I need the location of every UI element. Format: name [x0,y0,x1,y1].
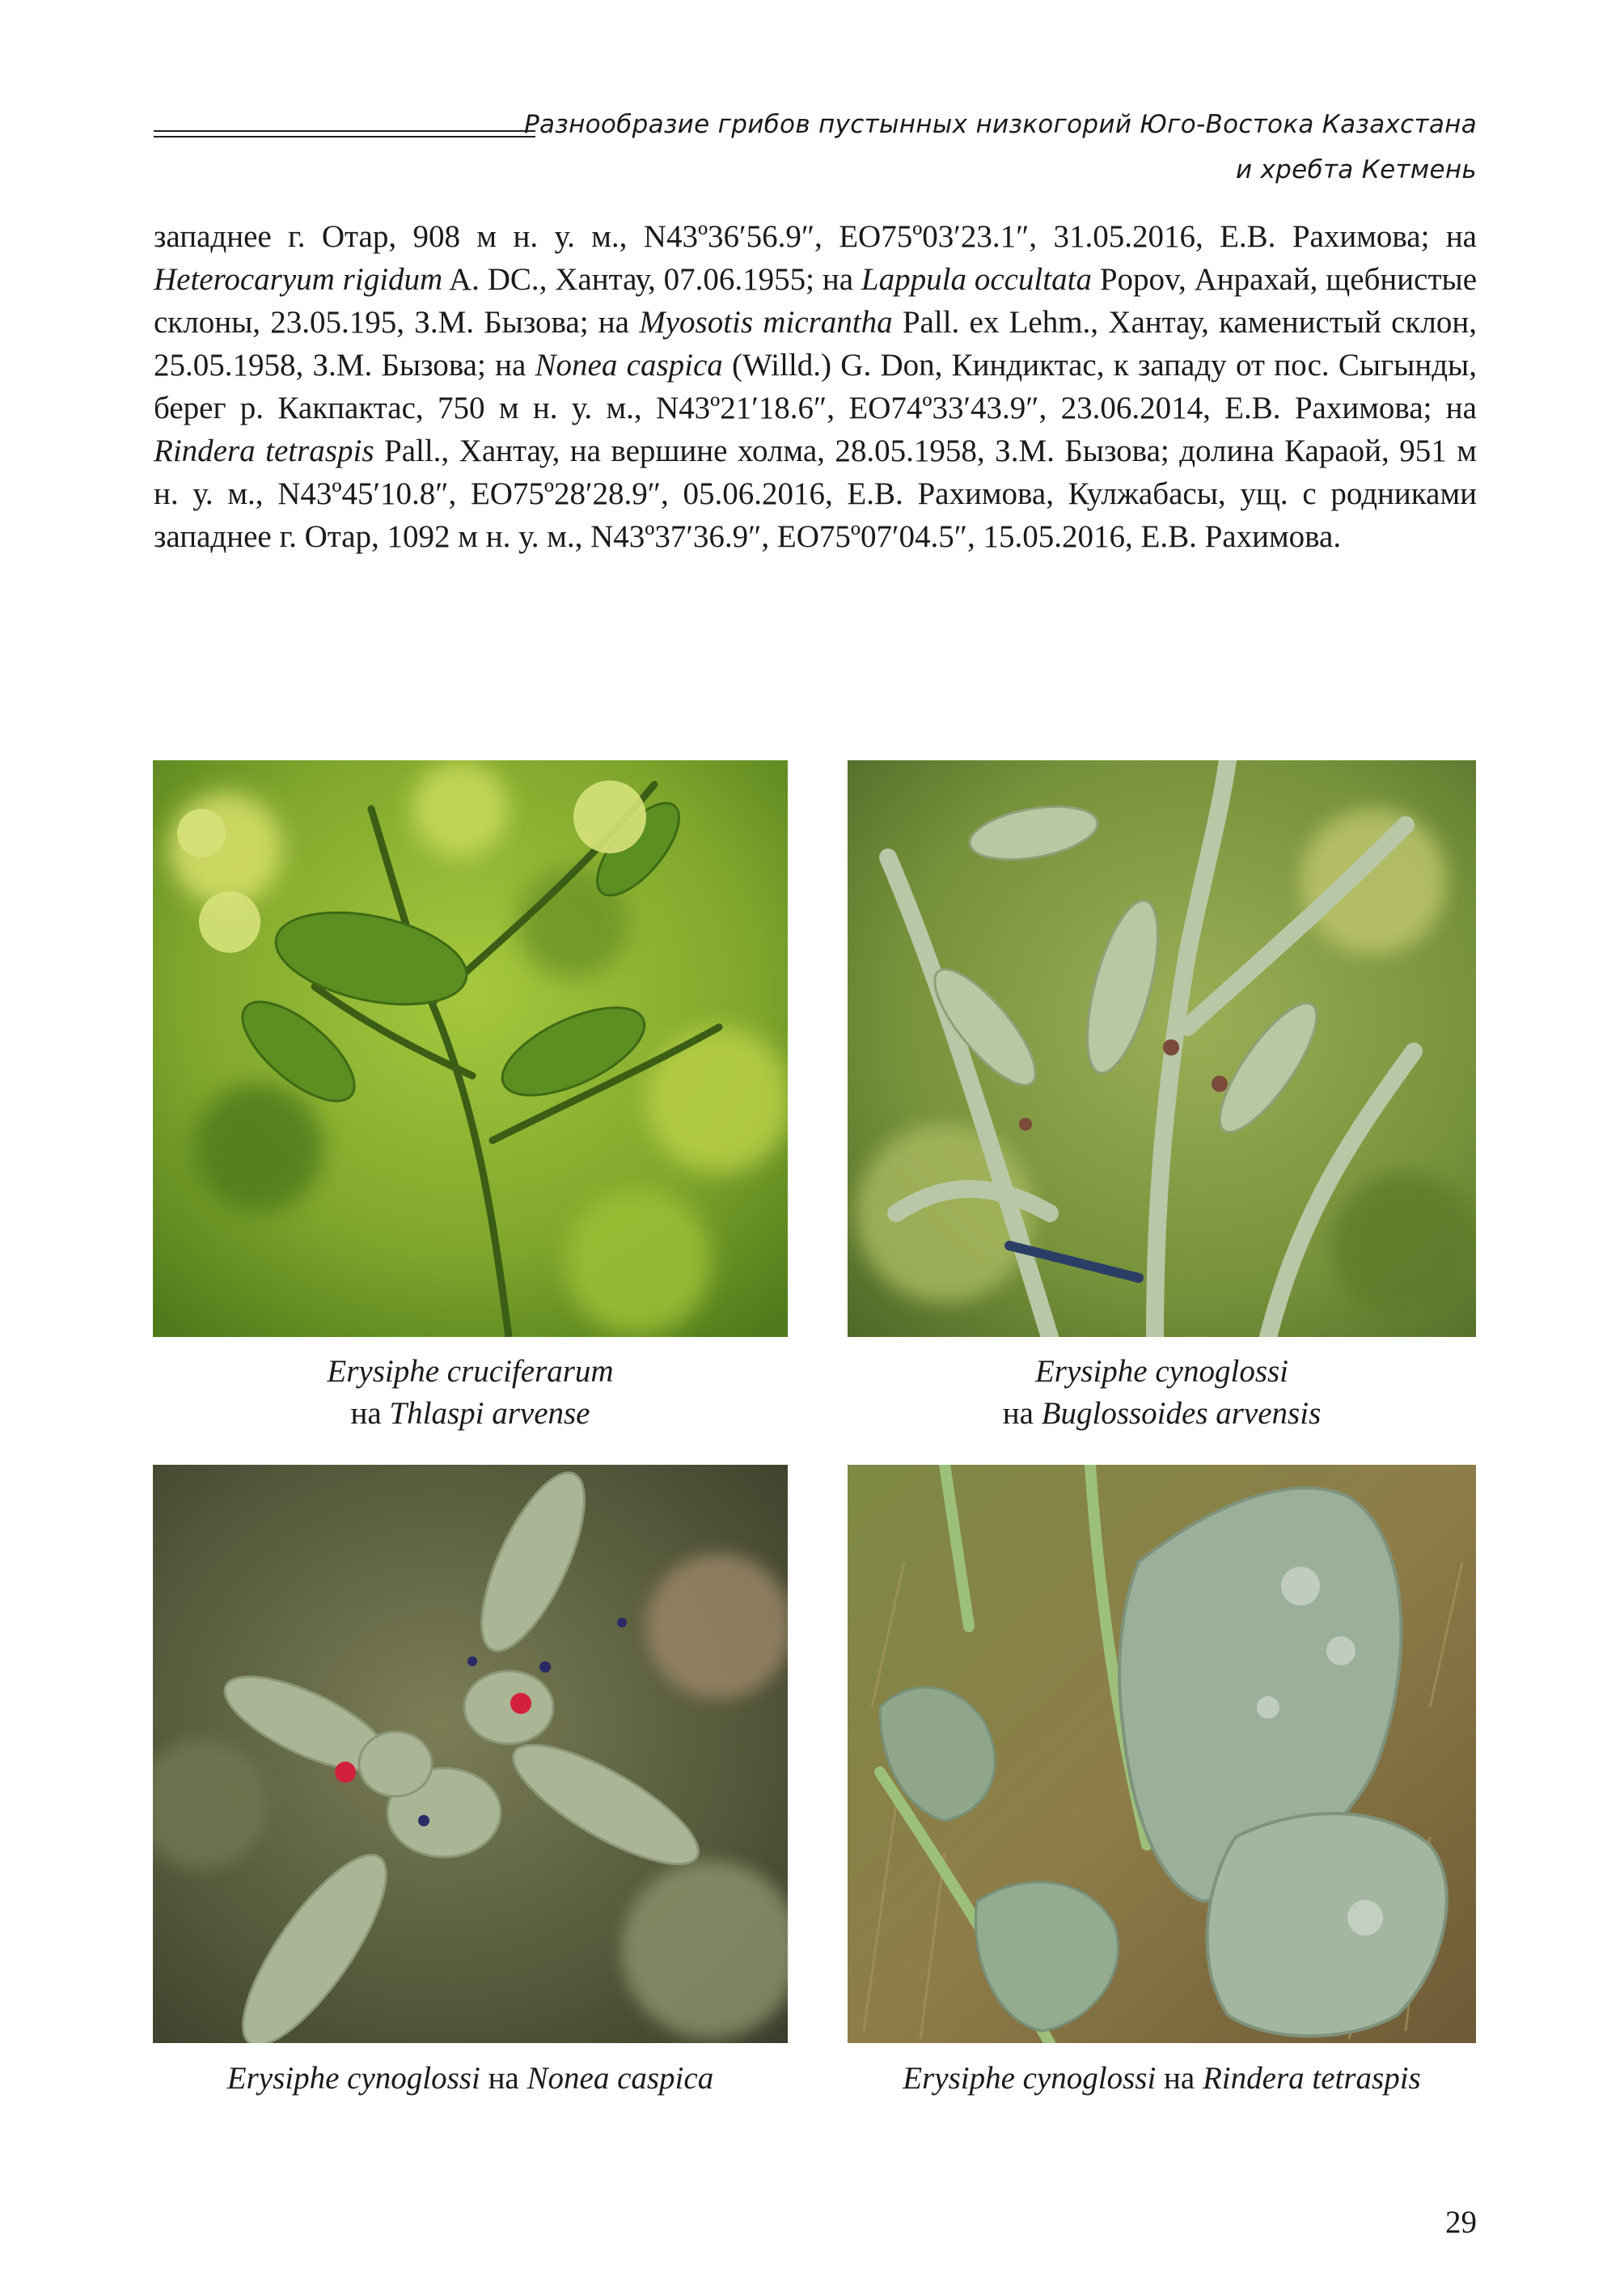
caption-1 [153,1351,788,1435]
photo-erysiphe-cynoglossi-nonea [153,1465,788,2043]
caption-2 [848,1351,1476,1435]
photo-erysiphe-cynoglossi-buglossoides [848,760,1476,1337]
photo-erysiphe-cynoglossi-rindera [848,1465,1476,2043]
caption-host: Buglossoides arvensis [1041,1396,1322,1431]
caption-4 [848,2058,1476,2100]
caption-3 [153,2058,788,2100]
caption-species: Erysiphe cruciferarum [327,1354,614,1389]
species-name: Rindera tetraspis [154,434,374,468]
photo-erysiphe-cruciferarum [153,760,788,1337]
caption-on: на [350,1396,382,1431]
species-name: Nonea caspica [535,348,723,383]
page-number: 29 [1445,2205,1477,2240]
running-header-line1: Разнообразие грибов пустынных низкогорий Юго-Востока Казахстана [524,110,1477,139]
caption-species: Erysiphe cynoglossi [1034,1354,1289,1389]
running-header-line2: и хребта Кетмень [1235,155,1477,184]
text-run: Pall. ex Lehm., Хантау, каменистый склон, 25.05.1958, З.М. Бызова; на [154,305,1477,383]
species-name: Myosotis micrantha [639,305,893,340]
caption-on: на [488,2061,519,2096]
caption-host: Nonea caspica [527,2061,714,2096]
running-header [425,102,1477,192]
species-name: Heterocaryum rigidum [154,262,443,297]
caption-on: на [1002,1396,1034,1431]
body-paragraph [154,215,1477,558]
species-name: Lappula occultata [861,262,1092,297]
caption-host: Thlaspi arvense [389,1396,590,1431]
text-run: (Willd.) G. Don, Киндиктас, к западу от пос. Сыгынды, берег р. Какпактас, 750 м н. у. м., N43º21′18.6″, EO74º33′43.9″, 23.06.2014, Е.В. Рахимова; на [154,348,1477,425]
caption-species: Erysiphe cynoglossi [226,2061,480,2096]
text-run: западнее г. Отар, 908 м н. у. м., N43º36′56.9″, EO75º03′23.1″, 31.05.2016, Е.В. Рахимова; на [154,219,1477,254]
text-run: Pall., Хантау, на вершине холма, 28.05.1958, З.М. Бызова; долина Караой, 951 м н. у. м., N43º45′10.8″, EO75º28′28.9″, 05.06.2016, Е.В. Рахимова, Кулжабасы, ущ. с родниками западнее г. Отар, 1092 м н. у. м., N43º37′36.9″, EO75º07′04.5″, 15.05.2016, Е.В. Рахимова. [154,434,1477,554]
caption-on: на [1164,2061,1195,2096]
caption-species: Erysiphe cynoglossi [903,2061,1157,2096]
text-run: Popov, Анрахай, щебнистые склоны, 23.05.195, З.М. Бызова; на [154,262,1478,340]
text-run: A. DC., Хантау, 07.06.1955; на [442,262,861,297]
caption-host: Rindera tetraspis [1202,2061,1421,2096]
